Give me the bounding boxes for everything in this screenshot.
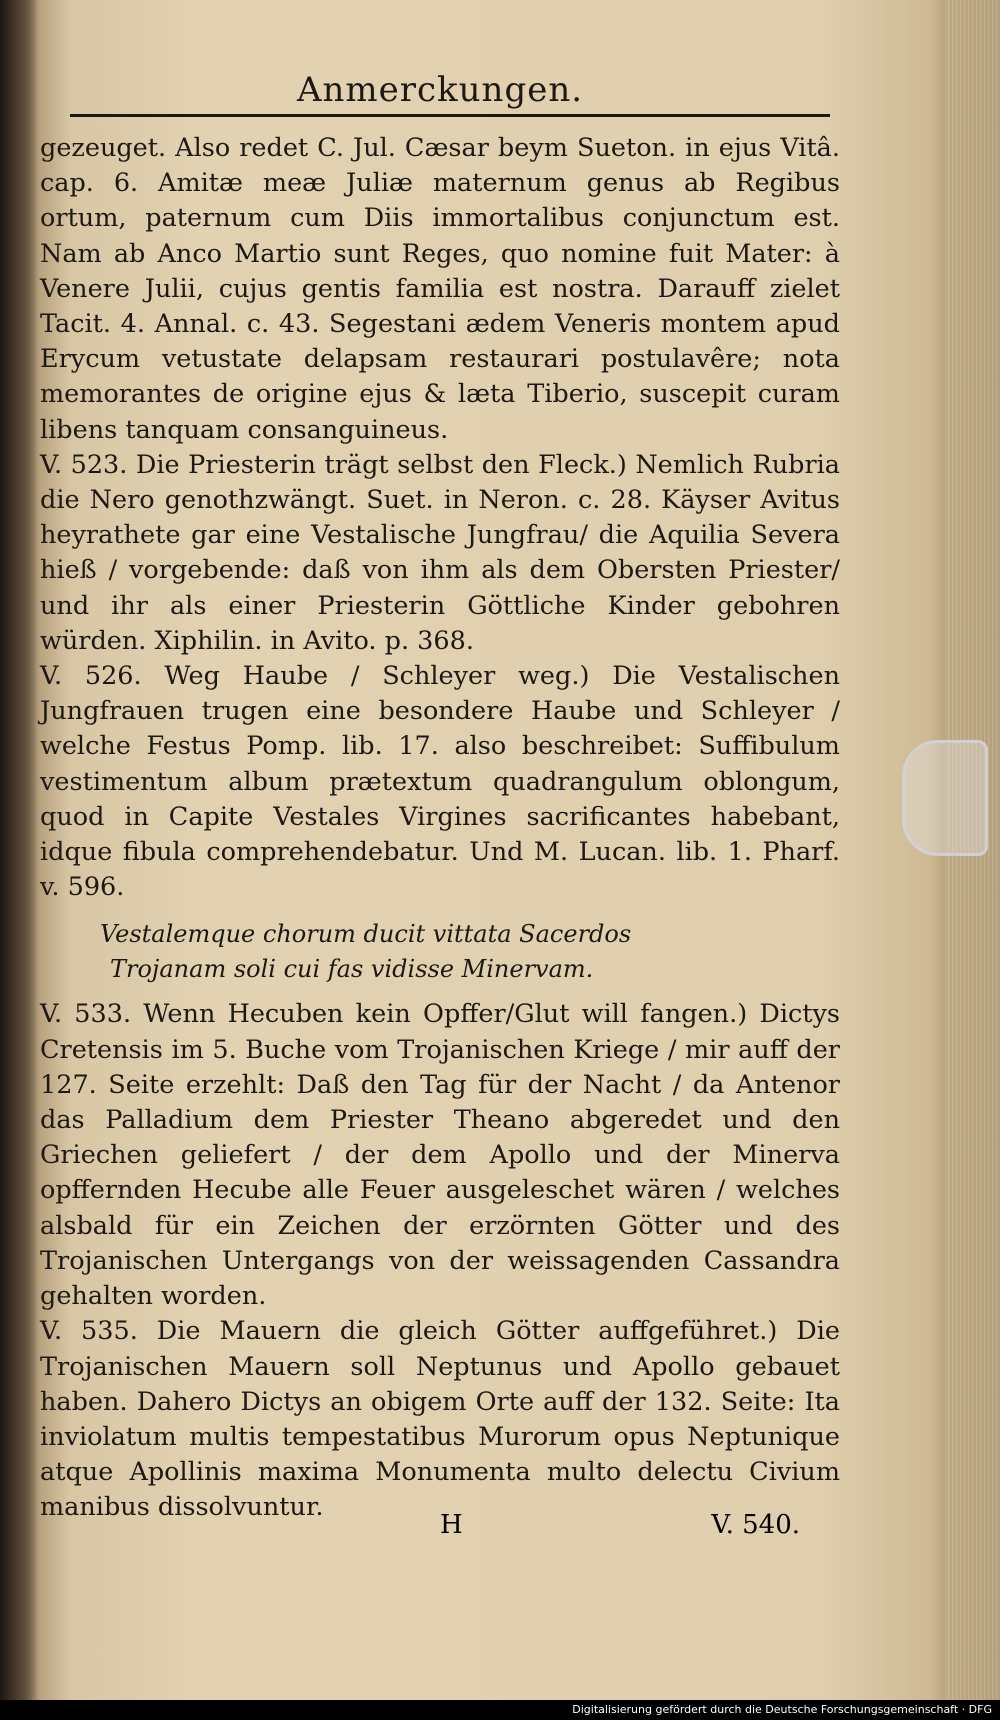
note-paragraph-v523: V. 523. Die Priesterin trägt selbst den Fleck.) Nemlich Rubria die Nero genothzwängt. Suet. in Neron. c. 28. Käyser Avitus heyrathete gar eine Vestalische Jungfrau/ die Aquilia Severa hieß / vorgebende: daß von ihm als dem Obersten Priester/ und ihr als einer Priesterin Göttliche Kinder gebohren würden. Xiphilin. in Avito. p. 368. [40,449,840,656]
verse-line-1: Vestalemque chorum ducit vittata Sacerdos [100,920,632,949]
note-paragraph-v526: V. 526. Weg Haube / Schleyer weg.) Die Vestalischen Jungfrauen trugen eine besondere Haube und Schleyer / welche Festus Pomp. lib. 17. also beschreibet: Suffibulum vestimentum album prætextum quadrangulum oblongum, quod in Capite Vestales Virgines sacrificantes habebant, idque fibula comprehendebatur. Und M. Lucan. lib. 1. Pharf. v. 596. [40,661,840,903]
verse-line-2: Trojanam soli cui fas vidisse Minervam. [110,955,594,984]
verse-quote [100,917,840,987]
header-rule [70,114,830,117]
book-spine [0,0,38,1700]
digitization-credit: Digitalisierung gefördert durch die Deutsche Forschungsgemeinschaft · DFG [0,1700,1000,1720]
note-paragraph-v535: V. 535. Die Mauern die gleich Götter auffgeführet.) Die Trojanischen Mauern soll Neptunus und Apollo gebauet haben. Dahero Dictys an obigem Orte auff der 132. Seite: Ita inviolatum multis tempestatibus Murorum opus Neptunique atque Apollinis maxima Monumenta multo delectu Civium manibus dissolvuntur. [40,1316,840,1523]
note-paragraph-1: gezeuget. Also redet C. Jul. Cæsar beym Sueton. in ejus Vitâ. cap. 6. Amitæ meæ Juliæ maternum genus ab Regibus ortum, paternum cum Diis immortalibus conjunctum est. Nam ab Anco Martio sunt Reges, quo nomine fuit Mater: à Venere Julii, cujus gentis familia est nostra. Darauff zielet Tacit. 4. Annal. c. 43. Segestani ædem Veneris montem apud Erycum vetustate delapsam restaurari postulavêre; nota memorantes de origine ejus & læta Tiberio, suscepit curam libens tanquam consanguineus. [40,133,840,445]
page-content [40,70,840,1526]
page-header: Anmerckungen. [296,70,584,110]
signature-mark: H [440,1510,463,1540]
catchword: V. 540. [711,1510,800,1540]
note-paragraph-v533: V. 533. Wenn Hecuben kein Opffer/Glut will fangen.) Dictys Cretensis im 5. Buche vom Trojanischen Kriege / mir auff der 127. Seite erzehlt: Daß den Tag für der Nacht / da Antenor das Palladium dem Priester Theano abgeredet und den Griechen geliefert / der dem Apollo und der Minerva opffernden Hecube alle Feuer ausgeleschet wären / welches alsbald für ein Zeichen der erzörnten Götter und des Trojanischen Untergangs von der weissagenden Cassandra gehalten worden. [40,999,840,1312]
page-footer [40,1510,820,1550]
page-clip [902,740,988,856]
